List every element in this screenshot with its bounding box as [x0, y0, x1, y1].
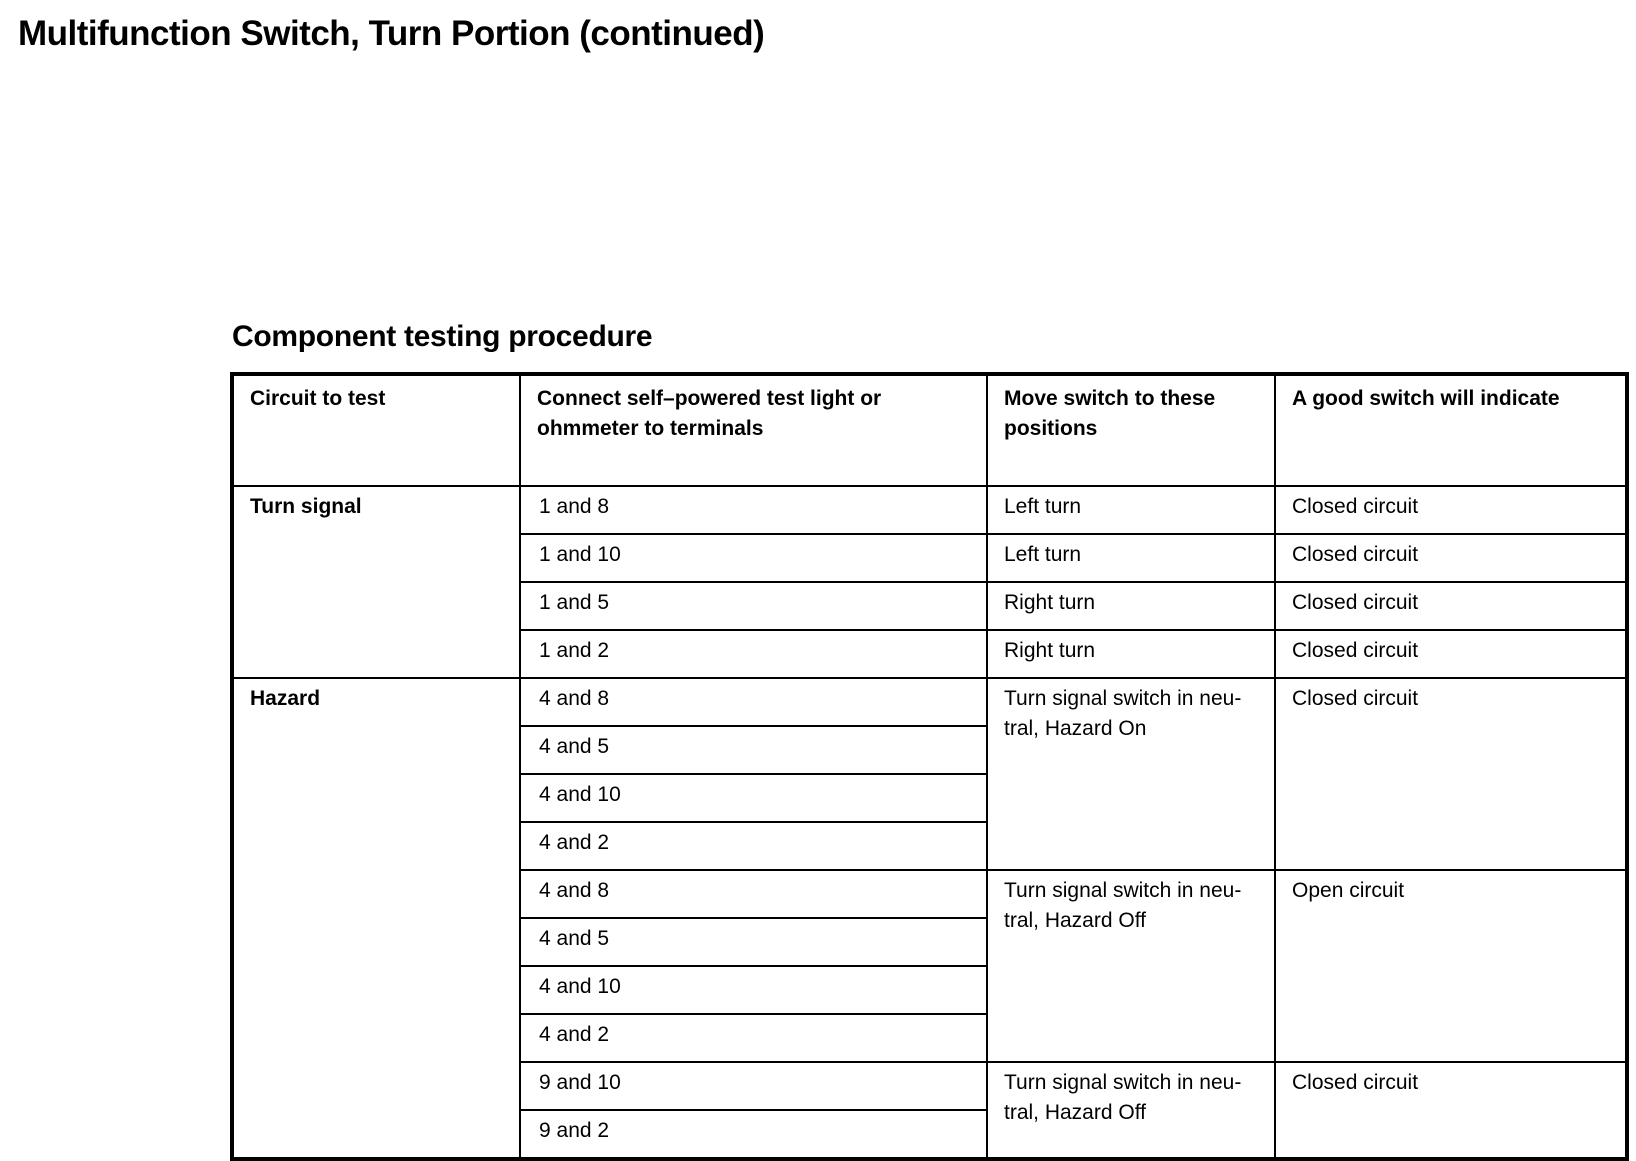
header-good-switch-indication: A good switch will indicate [1275, 374, 1627, 486]
page-title: Multifunction Switch, Turn Portion (continued) [18, 14, 765, 53]
terminals-cell: 4 and 2 [520, 822, 987, 870]
terminals-cell: 1 and 8 [520, 486, 987, 534]
terminals-cell: 4 and 5 [520, 726, 987, 774]
indication-cell: Closed circuit [1275, 678, 1627, 870]
indication-cell: Closed circuit [1275, 1062, 1627, 1159]
indication-cell: Closed circuit [1275, 534, 1627, 582]
terminals-cell: 4 and 8 [520, 678, 987, 726]
terminals-cell: 4 and 2 [520, 1014, 987, 1062]
terminals-cell: 1 and 10 [520, 534, 987, 582]
terminals-cell: 4 and 10 [520, 774, 987, 822]
section-title: Component testing procedure [232, 320, 653, 353]
component-testing-table [230, 372, 1629, 1161]
terminals-cell: 9 and 2 [520, 1110, 987, 1159]
terminals-cell: 4 and 10 [520, 966, 987, 1014]
position-cell: Left turn [987, 534, 1275, 582]
position-cell: Turn signal switch in neu-tral, Hazard Off [987, 870, 1275, 1062]
header-switch-positions: Move switch to these positions [987, 374, 1275, 486]
indication-cell: Closed circuit [1275, 582, 1627, 630]
indication-cell: Closed circuit [1275, 630, 1627, 678]
position-cell: Right turn [987, 582, 1275, 630]
position-cell: Turn signal switch in neu-tral, Hazard On [987, 678, 1275, 870]
table-row [232, 678, 1627, 726]
terminals-cell: 1 and 2 [520, 630, 987, 678]
table-row [232, 486, 1627, 534]
position-cell: Left turn [987, 486, 1275, 534]
indication-cell: Open circuit [1275, 870, 1627, 1062]
indication-cell: Closed circuit [1275, 486, 1627, 534]
circuit-hazard: Hazard [232, 678, 520, 1159]
circuit-turn-signal: Turn signal [232, 486, 520, 678]
terminals-cell: 9 and 10 [520, 1062, 987, 1110]
header-connect-terminals: Connect self–powered test light or ohmmeter to terminals [520, 374, 987, 486]
terminals-cell: 4 and 5 [520, 918, 987, 966]
terminals-cell: 4 and 8 [520, 870, 987, 918]
position-cell: Turn signal switch in neu-tral, Hazard Off [987, 1062, 1275, 1159]
header-circuit-to-test: Circuit to test [232, 374, 520, 486]
position-cell: Right turn [987, 630, 1275, 678]
table-header-row [232, 374, 1627, 486]
terminals-cell: 1 and 5 [520, 582, 987, 630]
